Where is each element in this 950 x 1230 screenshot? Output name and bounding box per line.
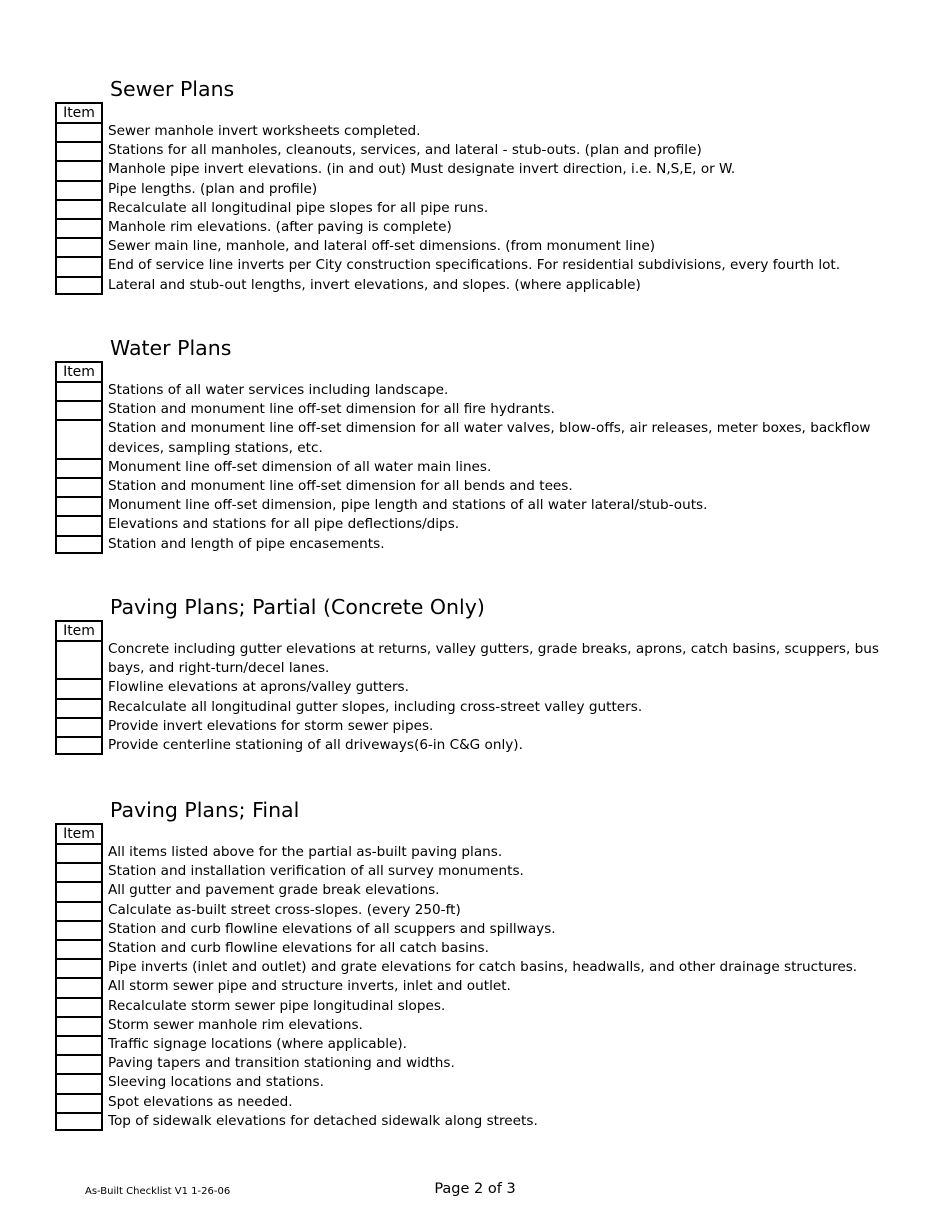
checklist-row	[55, 199, 895, 218]
item-checkbox[interactable]	[55, 496, 103, 515]
checklist-table	[55, 102, 895, 295]
checklist-row	[55, 237, 895, 256]
item-column-header: Item	[55, 823, 103, 843]
checklist-table	[55, 620, 895, 755]
checklist-table	[55, 823, 895, 1131]
item-checkbox[interactable]	[55, 276, 103, 295]
section-paving-partial	[55, 594, 895, 755]
checklist-item-text: Paving tapers and transition stationing and widths.	[108, 1055, 455, 1072]
checklist-item-text: Stations of all water services including landscape.	[108, 382, 449, 398]
item-checkbox[interactable]	[55, 400, 103, 419]
checklist-item-text: End of service line inverts per City construction specifications. For residential subdivisions, every fourth lot.	[108, 257, 841, 274]
footer-version: As-Built Checklist V1 1-26-06	[85, 1186, 231, 1197]
section-paving-final	[55, 797, 895, 1131]
checklist-row	[55, 180, 895, 199]
checklist-item-text: Provide centerline stationing of all driveways(6-in C&G only).	[108, 737, 523, 754]
checklist-item-text: Manhole rim elevations. (after paving is complete)	[108, 219, 452, 236]
section-title: Paving Plans; Partial (Concrete Only)	[110, 595, 485, 619]
section-water-plans	[55, 335, 895, 554]
item-checkbox[interactable]	[55, 199, 103, 218]
checklist-row	[55, 381, 895, 400]
checklist-item-text: Top of sidewalk elevations for detached sidewalk along streets.	[108, 1112, 538, 1129]
item-checkbox[interactable]	[55, 881, 103, 900]
checklist-row	[55, 977, 895, 996]
checklist-row	[55, 640, 895, 678]
checklist-item-text: All gutter and pavement grade break elevations.	[108, 882, 440, 899]
checklist-item-text: Station and length of pipe encasements.	[108, 535, 385, 552]
section-title: Water Plans	[110, 336, 232, 360]
item-checkbox[interactable]	[55, 958, 103, 977]
checklist-row	[55, 862, 895, 881]
item-checkbox[interactable]	[55, 843, 103, 862]
checklist-table	[55, 361, 895, 554]
checklist-row	[55, 1112, 895, 1131]
checklist-row	[55, 997, 895, 1016]
checklist-item-text: Spot elevations as needed.	[108, 1093, 293, 1110]
checklist-item-text: Pipe lengths. (plan and profile)	[108, 180, 318, 197]
checklist-item-text: All storm sewer pipe and structure inverts, inlet and outlet.	[108, 978, 511, 995]
item-checkbox[interactable]	[55, 1112, 103, 1131]
checklist-row	[55, 1035, 895, 1054]
checklist-header-row	[55, 361, 895, 381]
checklist-item-text: Sewer main line, manhole, and lateral off-set dimensions. (from monument line)	[108, 238, 656, 255]
item-checkbox[interactable]	[55, 1035, 103, 1054]
checklist-item-text: Station and monument line off-set dimension for all water valves, blow-offs, air releases, meter boxes, backflow devices, sampling stations, etc.	[108, 420, 871, 456]
item-checkbox[interactable]	[55, 736, 103, 755]
checklist-row	[55, 419, 895, 457]
checklist-row	[55, 141, 895, 160]
item-checkbox[interactable]	[55, 901, 103, 920]
section-title: Sewer Plans	[110, 77, 235, 101]
item-column-header: Item	[55, 620, 103, 640]
checklist-item-text: Flowline elevations at aprons/valley gutters.	[108, 679, 409, 696]
item-checkbox[interactable]	[55, 698, 103, 717]
checklist-header-row	[55, 620, 895, 640]
item-checkbox[interactable]	[55, 477, 103, 496]
item-checkbox[interactable]	[55, 1073, 103, 1092]
item-checkbox[interactable]	[55, 1016, 103, 1035]
item-checkbox[interactable]	[55, 180, 103, 199]
checklist-item-text: Calculate as-built street cross-slopes. (every 250-ft)	[108, 901, 461, 918]
item-checkbox[interactable]	[55, 678, 103, 697]
checklist-item-text: Provide invert elevations for storm sewer pipes.	[108, 717, 434, 734]
checklist-item-text: Storm sewer manhole rim elevations.	[108, 1016, 363, 1033]
item-checkbox[interactable]	[55, 515, 103, 534]
checklist-item-text: Recalculate storm sewer pipe longitudinal slopes.	[108, 997, 446, 1014]
checklist-item-text: All items listed above for the partial as-built paving plans.	[108, 844, 503, 860]
item-checkbox[interactable]	[55, 256, 103, 275]
checklist-item-text: Pipe inverts (inlet and outlet) and grate elevations for catch basins, headwalls, and other drainage structures.	[108, 959, 858, 976]
item-checkbox[interactable]	[55, 997, 103, 1016]
checklist-row	[55, 1073, 895, 1092]
checklist-row	[55, 477, 895, 496]
item-checkbox[interactable]	[55, 939, 103, 958]
item-checkbox[interactable]	[55, 920, 103, 939]
item-checkbox[interactable]	[55, 419, 103, 457]
checklist-item-text: Sleeving locations and stations.	[108, 1074, 324, 1091]
checklist-row	[55, 920, 895, 939]
item-checkbox[interactable]	[55, 1093, 103, 1112]
item-checkbox[interactable]	[55, 640, 103, 678]
checklist-row	[55, 1016, 895, 1035]
item-checkbox[interactable]	[55, 237, 103, 256]
item-checkbox[interactable]	[55, 977, 103, 996]
checklist-item-text: Station and installation verification of all survey monuments.	[108, 863, 524, 880]
checklist-item-text: Station and monument line off-set dimension for all bends and tees.	[108, 478, 573, 495]
checklist-row	[55, 698, 895, 717]
checklist-item-text: Stations for all manholes, cleanouts, services, and lateral - stub-outs. (plan and profile)	[108, 142, 702, 159]
checklist-header-row	[55, 102, 895, 122]
item-checkbox[interactable]	[55, 218, 103, 237]
checklist-item-text: Recalculate all longitudinal pipe slopes for all pipe runs.	[108, 199, 489, 216]
checklist-row	[55, 535, 895, 554]
page-number: Page 2 of 3	[434, 1181, 516, 1197]
item-checkbox[interactable]	[55, 458, 103, 477]
checklist-row	[55, 458, 895, 477]
checklist-row	[55, 678, 895, 697]
checklist-row	[55, 881, 895, 900]
checklist-row	[55, 901, 895, 920]
checklist-row	[55, 843, 895, 862]
checklist-row	[55, 256, 895, 275]
item-checkbox[interactable]	[55, 1054, 103, 1073]
item-checkbox[interactable]	[55, 122, 103, 141]
checklist-item-text: Lateral and stub-out lengths, invert elevations, and slopes. (where applicable)	[108, 276, 641, 293]
checklist-item-text: Recalculate all longitudinal gutter slopes, including cross-street valley gutters.	[108, 698, 643, 715]
checklist-item-text: Station and monument line off-set dimension for all fire hydrants.	[108, 401, 555, 418]
checklist-item-text: Station and curb flowline elevations of all scuppers and spillways.	[108, 920, 556, 937]
checklist-row	[55, 122, 895, 141]
item-column-header: Item	[55, 102, 103, 122]
section-title: Paving Plans; Final	[110, 798, 300, 822]
checklist-item-text: Concrete including gutter elevations at returns, valley gutters, grade breaks, aprons, catch basins, scuppers, bus bays, and right-turn/decel lanes.	[108, 641, 879, 677]
checklist-header-row	[55, 823, 895, 843]
checklist-row	[55, 276, 895, 295]
item-column-header: Item	[55, 361, 103, 381]
checklist-row	[55, 400, 895, 419]
checklist-item-text: Station and curb flowline elevations for all catch basins.	[108, 940, 489, 957]
item-checkbox[interactable]	[55, 862, 103, 881]
checklist-row	[55, 218, 895, 237]
checklist-row	[55, 515, 895, 534]
checklist-item-text: Sewer manhole invert worksheets completed.	[108, 123, 421, 139]
checklist-row	[55, 717, 895, 736]
checklist-item-text: Monument line off-set dimension of all water main lines.	[108, 458, 492, 475]
item-checkbox[interactable]	[55, 717, 103, 736]
checklist-row	[55, 958, 895, 977]
checklist-row	[55, 496, 895, 515]
item-checkbox[interactable]	[55, 141, 103, 160]
checklist-item-text: Monument line off-set dimension, pipe length and stations of all water lateral/stub-outs.	[108, 497, 708, 514]
checklist-row	[55, 736, 895, 755]
item-checkbox[interactable]	[55, 160, 103, 179]
checklist-item-text: Manhole pipe invert elevations. (in and out) Must designate invert direction, i.e. N,S,E, or W.	[108, 161, 736, 178]
checklist-row	[55, 939, 895, 958]
checklist-row	[55, 1054, 895, 1073]
checklist-row	[55, 1093, 895, 1112]
checklist-item-text: Traffic signage locations (where applicable).	[108, 1036, 407, 1053]
item-checkbox[interactable]	[55, 535, 103, 554]
item-checkbox[interactable]	[55, 381, 103, 400]
checklist-row	[55, 160, 895, 179]
section-sewer-plans	[55, 76, 895, 295]
checklist-item-text: Elevations and stations for all pipe deflections/dips.	[108, 516, 460, 533]
